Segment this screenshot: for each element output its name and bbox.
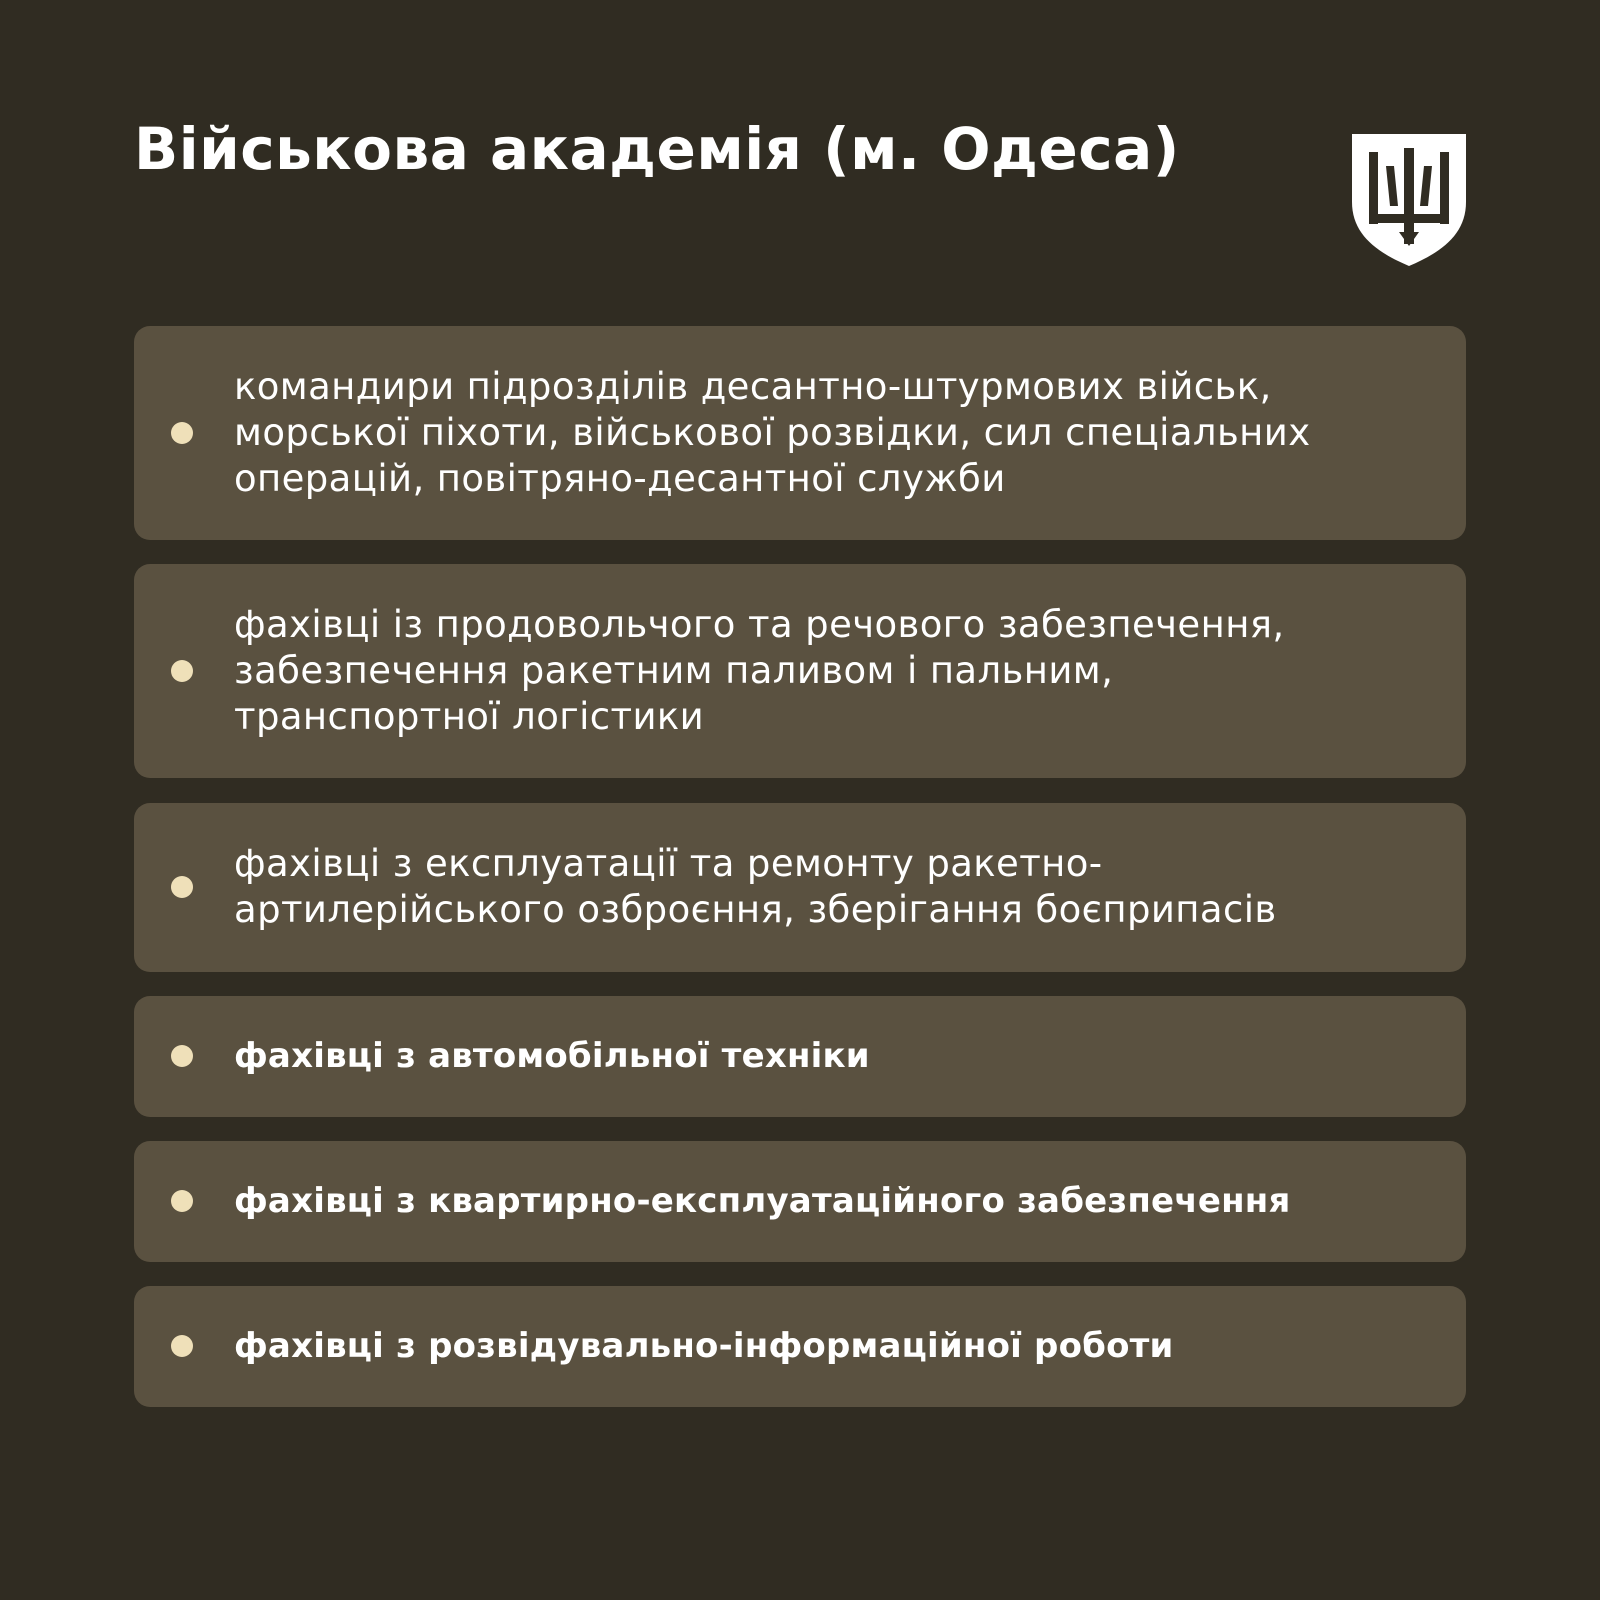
list-item-text	[234, 841, 1436, 933]
list-item	[134, 996, 1466, 1117]
text-line: фахівці із продовольчого та речового забезпечення,	[234, 603, 1285, 646]
trident-shield-icon	[1350, 132, 1468, 268]
bullet-marker	[171, 876, 193, 898]
text-line: фахівці з автомобільної техніки	[234, 1036, 870, 1076]
text-line: командири підрозділів десантно-штурмових військ,	[234, 365, 1272, 408]
list-item-text	[234, 602, 1436, 740]
page-title: Військова академія (м. Одеса)	[134, 115, 1180, 183]
list-item-text	[234, 1323, 1436, 1369]
list-item	[134, 1286, 1466, 1407]
list-item	[134, 564, 1466, 778]
text-line: транспортної логістики	[234, 695, 705, 738]
text-line: артилерійського озброєння, зберігання боєприпасів	[234, 888, 1277, 931]
bullet-marker	[171, 660, 193, 682]
list-item	[134, 326, 1466, 540]
text-line: морської піхоти, військової розвідки, сил спеціальних	[234, 411, 1311, 454]
bullet-marker	[171, 1335, 193, 1357]
list-item-text	[234, 1178, 1436, 1224]
list-item-text	[234, 1033, 1436, 1079]
text-line: операцій, повітряно-десантної служби	[234, 457, 1006, 500]
text-line: фахівці з квартирно-експлуатаційного забезпечення	[234, 1181, 1291, 1221]
list-item	[134, 1141, 1466, 1262]
text-line: фахівці з експлуатації та ремонту ракетно-	[234, 842, 1103, 885]
bullet-marker	[171, 1045, 193, 1067]
text-line: фахівці з розвідувально-інформаційної роботи	[234, 1326, 1174, 1366]
text-line: забезпечення ракетним паливом і пальним,	[234, 649, 1114, 692]
list-item	[134, 803, 1466, 972]
bullet-marker	[171, 1190, 193, 1212]
list-item-text	[234, 364, 1436, 502]
bullet-marker	[171, 422, 193, 444]
